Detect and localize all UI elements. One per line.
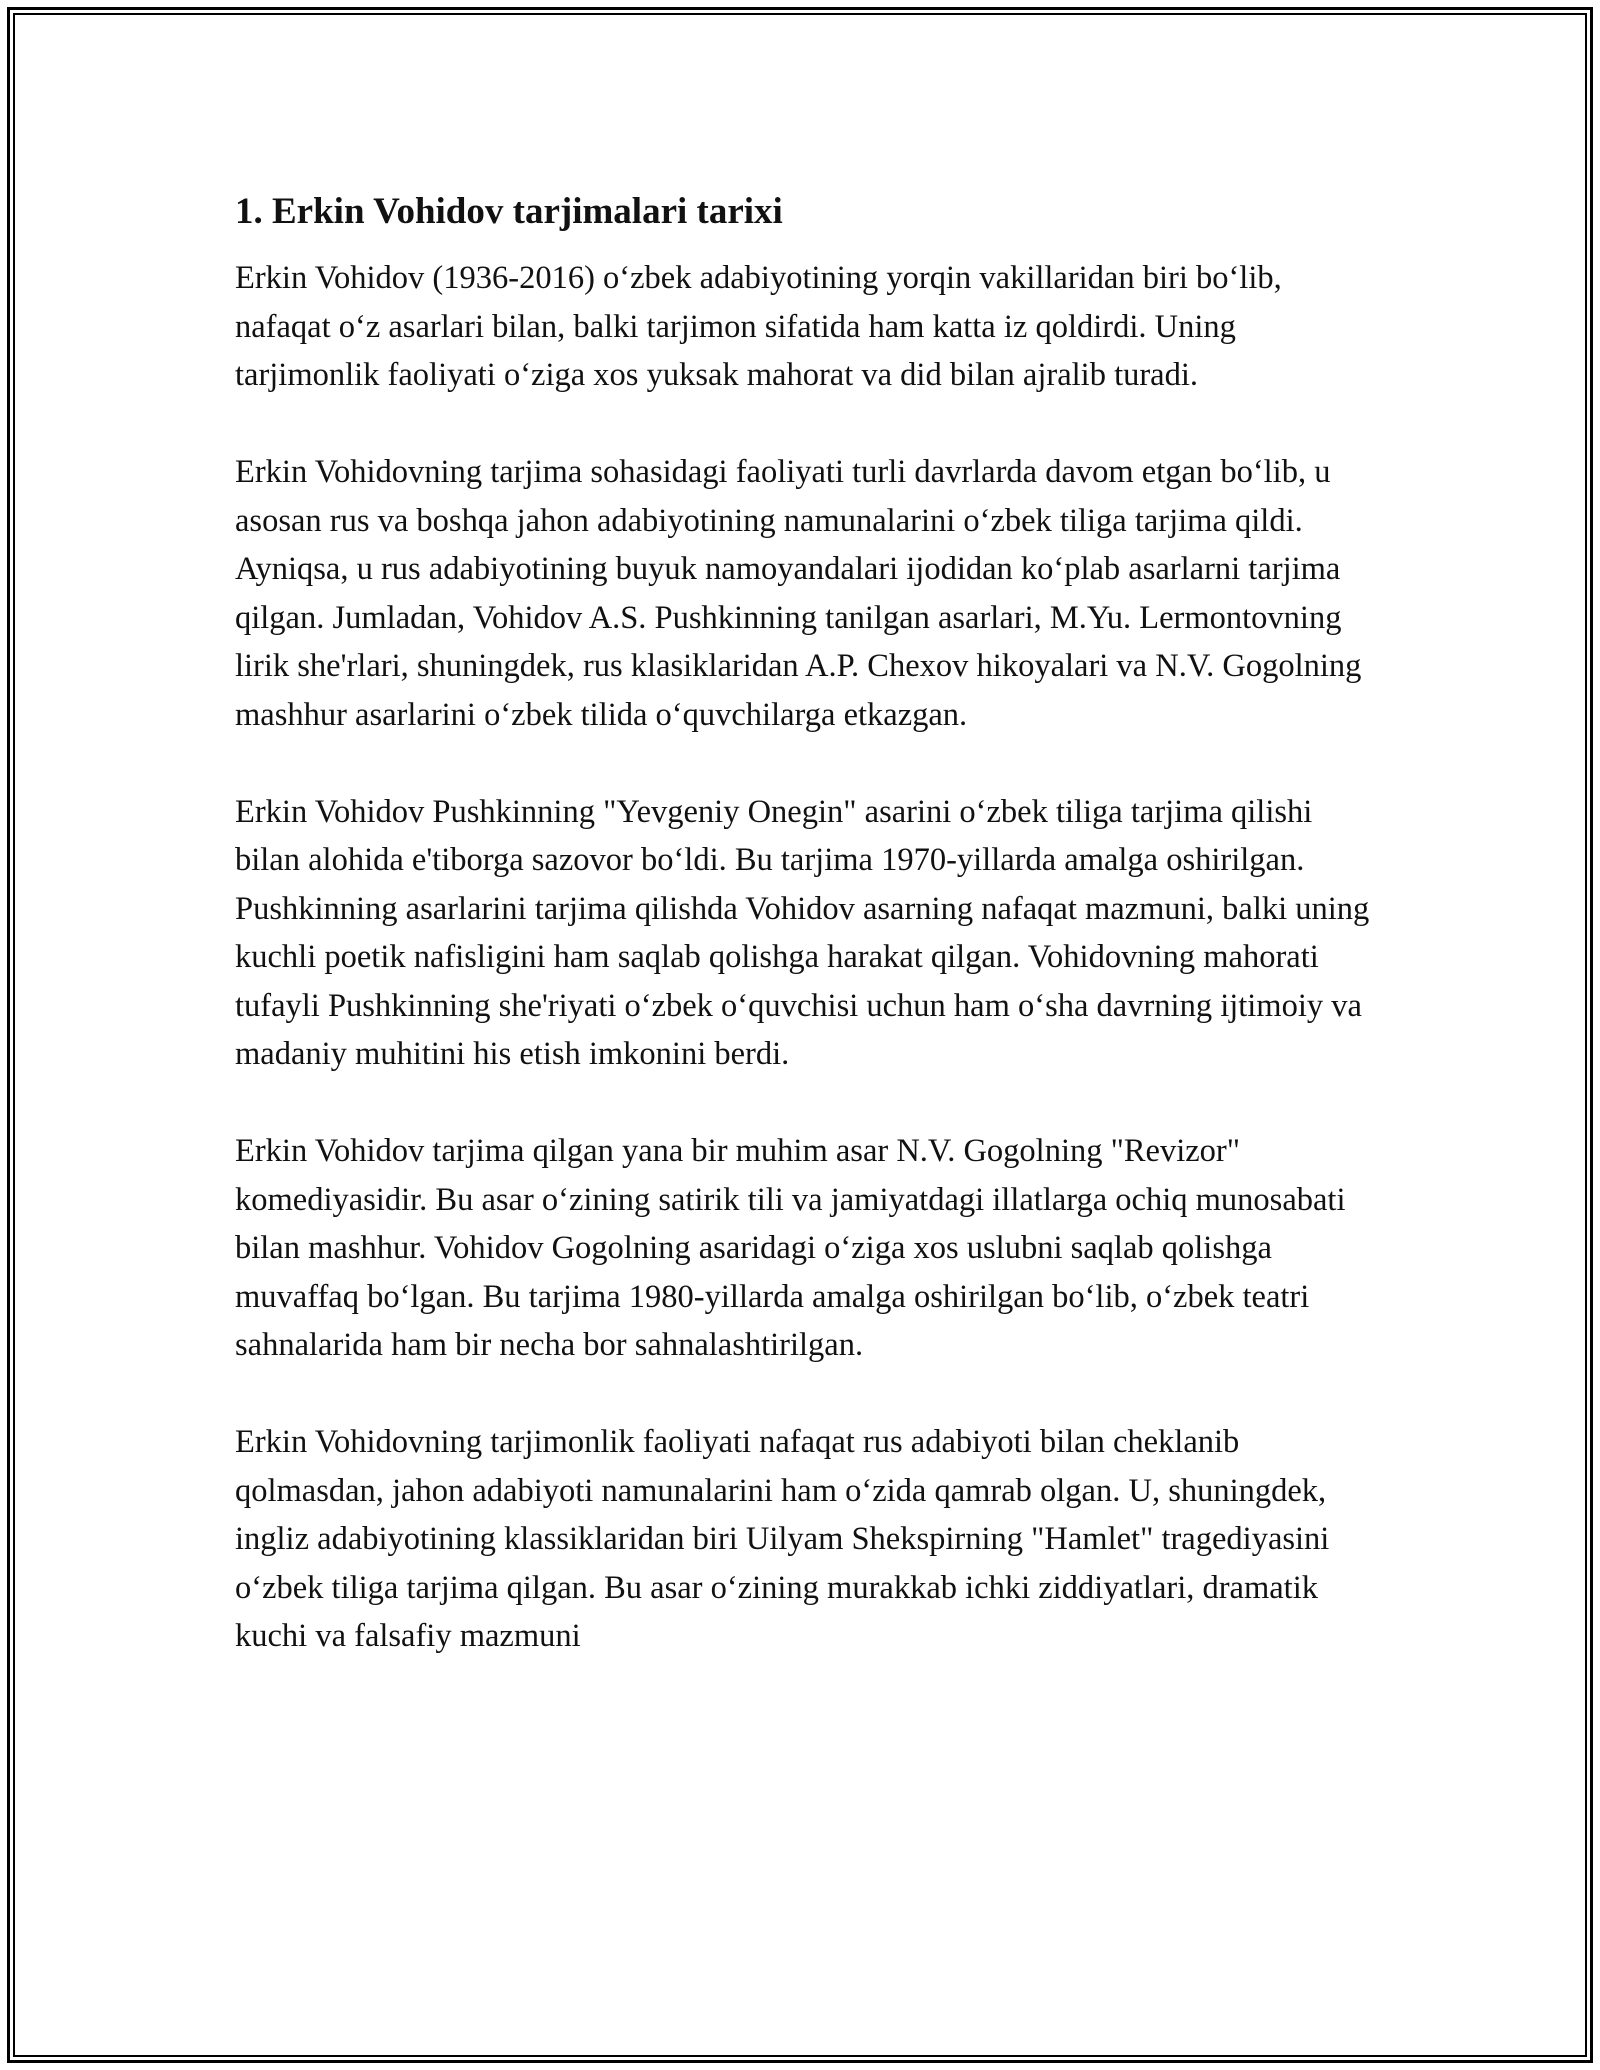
paragraph-intro: Erkin Vohidov (1936-2016) o‘zbek adabiyotining yorqin vakillaridan biri bo‘lib, nafaqat o‘z asarlari bilan, balki tarjimon sifatida ham katta iz qoldirdi. Uning tarjimonlik faoliyati o‘ziga xos yuksak mahorat va did bilan ajralib turadi. bbox=[235, 260, 1282, 393]
paragraph-russian-translations: Erkin Vohidovning tarjima sohasidagi faoliyati turli davrlarda davom etgan bo‘lib, u asosan rus va boshqa jahon adabiyotining namunalarini o‘zbek tiliga tarjima qildi. Ayniqsa, u rus adabiyotining buyuk namoyandalari ijodidan ko‘plab asarlarni tarjima qilgan. Jumladan, Vohidov A.S. Pushkinning tanilgan asarlari, M.Yu. Lermontovning lirik she'rlari, shuningdek, rus klasiklaridan A.P. Chexov hikoyalari va N.V. Gogolning mashhur asarlarini o‘zbek tilida o‘quvchilarga etkazgan. bbox=[235, 454, 1362, 733]
paragraph-revizor: Erkin Vohidov tarjima qilgan yana bir muhim asar N.V. Gogolning "Revizor" komediyasidir. Bu asar o‘zining satirik tili va jamiyatdagi illatlarga ochiq munosabati bilan mashhur. Vohidov Gogolning asaridagi o‘ziga xos uslubni saqlab qolishga muvaffaq bo‘lgan. Bu tarjima 1980-yillarda amalga oshirilgan bo‘lib, o‘zbek teatri sahnalarida ham bir necha bor sahnalashtirilgan. bbox=[235, 1133, 1346, 1363]
paragraph-world-literature: Erkin Vohidovning tarjimonlik faoliyati nafaqat rus adabiyoti bilan cheklanib qolmasdan, jahon adabiyoti namunalarini ham o‘zida qamrab olgan. U, shuningdek, ingliz adabiyotining klassiklaridan biri Uilyam Shekspirning "Hamlet" tragediyasini o‘zbek tiliga tarjima qilgan. Bu asar o‘zining murakkab ichki ziddiyatlari, dramatik kuchi va falsafiy mazmuni bbox=[235, 1424, 1330, 1654]
paragraph-yevgeniy-onegin: Erkin Vohidov Pushkinning "Yevgeniy Onegin" asarini o‘zbek tiliga tarjima qilishi bilan alohida e'tiborga sazovor bo‘ldi. Bu tarjima 1970-yillarda amalga oshirilgan. Pushkinning asarlarini tarjima qilishda Vohidov asarning nafaqat mazmuni, balki uning kuchli poetik nafisligini ham saqlab qolishga harakat qilgan. Vohidovning mahorati tufayli Pushkinning she'riyati o‘zbek o‘quvchisi uchun ham o‘sha davrning ijtimoiy va madaniy muhitini his etish imkonini berdi. bbox=[235, 793, 1370, 1072]
section-heading: 1. Erkin Vohidov tarjimalari tarixi bbox=[235, 191, 783, 232]
document-body bbox=[235, 186, 1370, 1709]
